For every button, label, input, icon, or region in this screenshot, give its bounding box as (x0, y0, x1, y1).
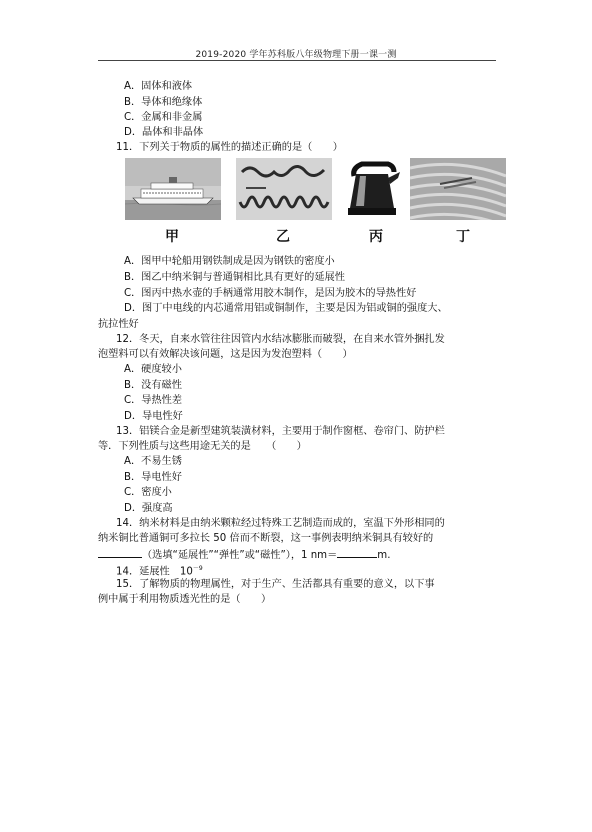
answer-blank-2 (337, 547, 377, 558)
q13-option-c: C．密度小 (124, 487, 172, 498)
q12-option-d: D．导电性好 (124, 411, 183, 422)
q14-line-2: 纳米铜比普通铜可多拉长 50 倍而不断裂，这一事例表明纳米铜具有较好的 (98, 533, 434, 544)
q15-line-2: 例中属于利用物质透光性的是（ ） (98, 594, 272, 605)
copper-wire-photo (236, 158, 332, 220)
answer-14 (116, 562, 203, 579)
q11-stem: 11．下列关于物质的属性的描述正确的是（ ） (116, 142, 343, 153)
q13-stem-1: 13．铝镁合金是新型建筑装潢材料，主要用于制作窗框、卷帘门、防护栏 (116, 426, 445, 437)
cable-photo (410, 158, 506, 220)
q11-option-b: B．图乙中纳米铜与普通铜相比具有更好的延展性 (124, 272, 345, 283)
q14-line-1: 14．纳米材料是由纳米颗粒经过特殊工艺制造而成的，室温下外形相同的 (116, 518, 445, 529)
q12-option-c: C．导热性差 (124, 395, 183, 406)
q13-option-b: B．导电性好 (124, 472, 182, 483)
caption-bing: 丙 (369, 229, 383, 245)
q12-option-b: B．没有磁性 (124, 380, 182, 391)
q13-option-a: A．不易生锈 (124, 456, 182, 467)
header-rule (98, 60, 496, 61)
q11-option-d-cont: 抗拉性好 (98, 319, 139, 330)
q10-option-c: C．金属和非金属 (124, 112, 203, 123)
q12-option-a: A．硬度较小 (124, 364, 182, 375)
q11-option-c: C．图丙中热水壶的手柄通常用胶木制作，是因为胶木的导热性好 (124, 288, 417, 299)
q13-stem-2: 等．下列性质与这些用途无关的是 （ ） (98, 441, 307, 452)
caption-jia: 甲 (165, 229, 179, 245)
q13-option-d: D．强度高 (124, 503, 173, 514)
page-header: 2019-2020 学年苏科版八年级物理下册一课一测 (195, 50, 397, 60)
q10-option-a: A．固体和液体 (124, 81, 193, 92)
answer-blank-1 (98, 547, 142, 558)
kettle-photo (344, 158, 404, 220)
caption-ding: 丁 (456, 229, 470, 245)
ship-photo (125, 158, 221, 220)
caption-yi: 乙 (276, 229, 290, 245)
q10-option-b: B．导体和绝缘体 (124, 97, 203, 108)
q15-line-1: 15．了解物质的物理属性，对于生产、生活都具有重要的意义，以下事 (116, 579, 435, 590)
q10-option-d: D．晶体和非晶体 (124, 127, 204, 138)
q14-line-3 (98, 547, 390, 563)
q14-line-3-text: （选填“延展性”“弹性”或“磁性”），1 nm＝ (142, 550, 338, 561)
q11-option-d: D．图丁中电线的内芯通常用铝或铜制作，主要是因为铝或铜的强度大、 (124, 303, 448, 314)
q14-line-3-unit: m. (377, 550, 391, 561)
q12-stem-2: 泡塑料可以有效解决该问题，这是因为发泡塑料（ ） (98, 349, 353, 360)
q12-stem-1: 12．冬天，自来水管往往因管内水结冰膨胀而破裂，在自来水管外捆扎发 (116, 334, 445, 345)
answer-14-exponent: －9 (192, 565, 203, 572)
answer-14-label: 14．延展性 10 (116, 566, 193, 578)
q11-option-a: A．图甲中轮船用钢铁制成是因为钢铁的密度小 (124, 256, 335, 267)
